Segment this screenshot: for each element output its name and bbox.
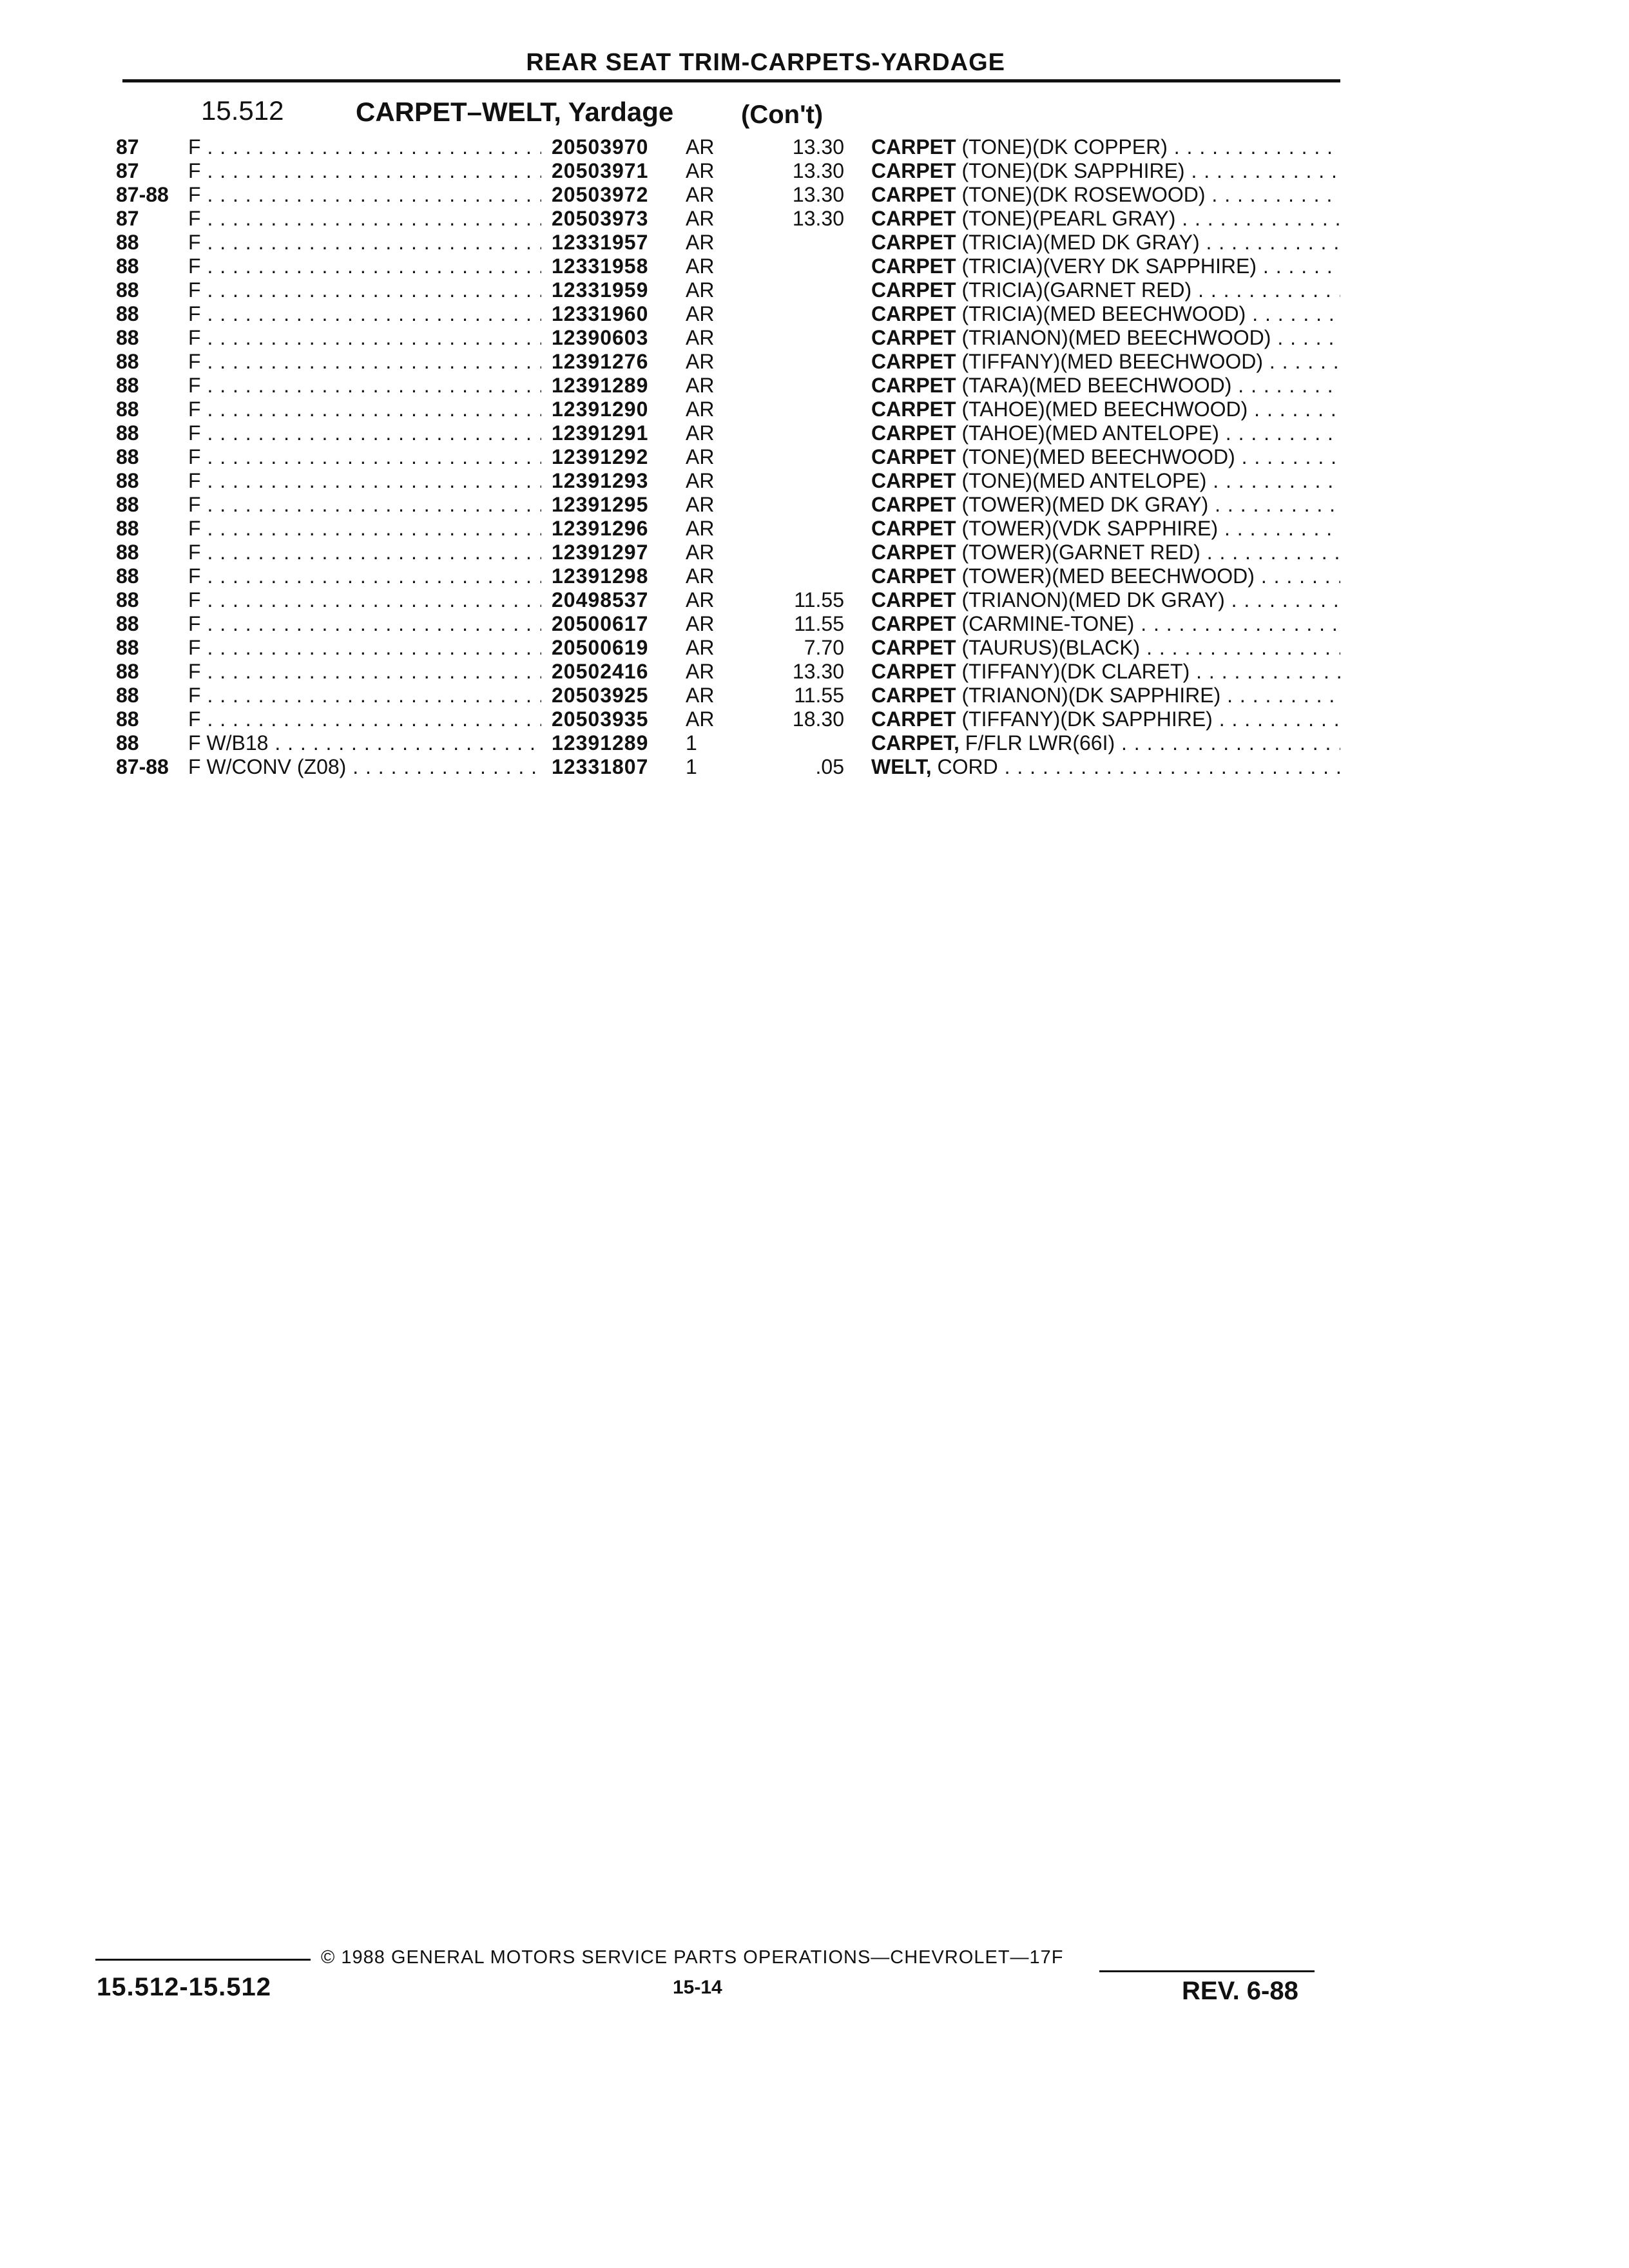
model-cell: F W/B18 . . .: [188, 731, 541, 755]
year-cell: 88: [116, 636, 139, 659]
quantity-cell: AR: [686, 612, 715, 635]
quantity-cell: AR: [686, 636, 715, 659]
year-cell: 88: [116, 660, 139, 683]
part-name: CARPET: [871, 493, 956, 516]
part-detail: (TOWER)(GARNET RED): [961, 541, 1200, 564]
part-number-cell: 12391289: [552, 731, 649, 754]
year-cell: 88: [116, 588, 139, 611]
part-name: WELT,: [871, 755, 932, 778]
part-detail: (TONE)(DK ROSEWOOD): [961, 183, 1206, 206]
part-number-cell: 12391292: [552, 445, 649, 468]
model-cell: F . . .: [188, 255, 541, 278]
quantity-cell: 1: [686, 731, 697, 754]
part-number-cell: 12331957: [552, 231, 649, 254]
quantity-cell: AR: [686, 660, 715, 683]
table-row: [0, 517, 1629, 541]
table-row: [0, 255, 1629, 278]
quantity-cell: AR: [686, 445, 715, 468]
page-header: [122, 49, 1340, 82]
price-cell: 13.30: [792, 135, 844, 159]
quantity-cell: AR: [686, 564, 715, 588]
table-row: [0, 278, 1629, 302]
price-cell: .05: [815, 755, 844, 778]
quantity-cell: AR: [686, 517, 715, 540]
table-row: [0, 159, 1629, 183]
table-row: [0, 660, 1629, 684]
part-detail: (TRIANON)(MED BEECHWOOD): [961, 326, 1271, 349]
quantity-cell: AR: [686, 398, 715, 421]
model-cell: F . . .: [188, 612, 541, 636]
quantity-cell: AR: [686, 469, 715, 492]
year-cell: 88: [116, 398, 139, 421]
model-cell: F . . .: [188, 159, 541, 183]
page-title: REAR SEAT TRIM-CARPETS-YARDAGE: [526, 49, 1005, 76]
part-number-cell: 12331960: [552, 302, 649, 325]
year-cell: 87: [116, 135, 139, 159]
quantity-cell: AR: [686, 159, 715, 182]
year-cell: 88: [116, 612, 139, 635]
table-row: [0, 493, 1629, 517]
part-number-cell: 12331958: [552, 255, 649, 278]
year-cell: 87: [116, 207, 139, 230]
part-number-cell: 20503972: [552, 183, 649, 206]
model-cell: F . . .: [188, 469, 541, 493]
part-detail: (TIFFANY)(MED BEECHWOOD): [961, 350, 1263, 373]
part-number-cell: 20500619: [552, 636, 649, 659]
part-number-cell: 12331807: [552, 755, 649, 778]
table-row: [0, 612, 1629, 636]
model-cell: F . . .: [188, 398, 541, 421]
table-row: [0, 636, 1629, 660]
footer-page-number: 15-14: [673, 1977, 722, 1998]
table-row: [0, 374, 1629, 398]
part-detail: (TRIANON)(DK SAPPHIRE): [961, 684, 1221, 707]
part-name: CARPET: [871, 660, 956, 683]
quantity-cell: AR: [686, 707, 715, 731]
price-cell: 13.30: [792, 159, 844, 182]
part-name-cell: [871, 612, 1340, 636]
part-name: CARPET: [871, 469, 956, 492]
part-name: CARPET: [871, 398, 956, 421]
part-name: CARPET: [871, 350, 956, 373]
part-name-cell: [871, 755, 1340, 779]
part-name: CARPET: [871, 302, 956, 325]
table-row: [0, 541, 1629, 564]
table-row: [0, 207, 1629, 231]
part-detail: (TIFFANY)(DK SAPPHIRE): [961, 707, 1213, 731]
part-detail: (TRIANON)(MED DK GRAY): [961, 588, 1225, 611]
section-number: 15.512: [201, 95, 284, 126]
part-number-cell: 20498537: [552, 588, 649, 611]
quantity-cell: AR: [686, 231, 715, 254]
quantity-cell: AR: [686, 278, 715, 302]
part-name-cell: [871, 159, 1340, 183]
part-name-cell: [871, 707, 1340, 731]
part-number-cell: 20503935: [552, 707, 649, 731]
part-name-cell: [871, 255, 1340, 278]
part-number-cell: 20500617: [552, 612, 649, 635]
part-name-cell: [871, 231, 1340, 255]
quantity-cell: AR: [686, 493, 715, 516]
table-row: [0, 755, 1629, 779]
part-detail: CORD: [937, 755, 998, 778]
part-name: CARPET: [871, 541, 956, 564]
table-row: [0, 350, 1629, 374]
price-cell: 13.30: [792, 207, 844, 230]
quantity-cell: AR: [686, 255, 715, 278]
part-number-cell: 12391296: [552, 517, 649, 540]
part-detail: (TAHOE)(MED BEECHWOOD): [961, 398, 1248, 421]
year-cell: 88: [116, 255, 139, 278]
part-detail: (TRICIA)(GARNET RED): [961, 278, 1192, 302]
year-cell: 88: [116, 231, 139, 254]
part-name: CARPET: [871, 255, 956, 278]
model-cell: F . . .: [188, 517, 541, 541]
table-row: [0, 469, 1629, 493]
part-detail: (TAURUS)(BLACK): [961, 636, 1141, 659]
part-detail: F/FLR LWR(66I): [965, 731, 1115, 754]
part-name: CARPET: [871, 231, 956, 254]
table-row: [0, 398, 1629, 421]
table-row: [0, 564, 1629, 588]
part-name: CARPET: [871, 207, 956, 230]
part-number-cell: 12391289: [552, 374, 649, 397]
table-row: [0, 731, 1629, 755]
quantity-cell: AR: [686, 541, 715, 564]
model-cell: F . . .: [188, 660, 541, 684]
part-name: CARPET: [871, 612, 956, 635]
part-number-cell: 12391297: [552, 541, 649, 564]
quantity-cell: AR: [686, 350, 715, 373]
part-detail: (TONE)(DK COPPER): [961, 135, 1168, 159]
part-detail: (TONE)(MED ANTELOPE): [961, 469, 1207, 492]
part-detail: (TAHOE)(MED ANTELOPE): [961, 421, 1219, 445]
model-cell: F . . .: [188, 684, 541, 707]
model-cell: F . . .: [188, 207, 541, 231]
table-row: [0, 183, 1629, 207]
model-cell: F . . .: [188, 707, 541, 731]
part-name: CARPET: [871, 421, 956, 445]
quantity-cell: AR: [686, 588, 715, 611]
table-row: [0, 707, 1629, 731]
table-row: [0, 231, 1629, 255]
part-name: CARPET: [871, 135, 956, 159]
price-cell: 11.55: [794, 684, 844, 707]
part-name-cell: [871, 398, 1340, 421]
year-cell: 88: [116, 684, 139, 707]
year-cell: 87-88: [116, 755, 169, 778]
part-number-cell: 12391276: [552, 350, 649, 373]
table-row: [0, 445, 1629, 469]
part-name: CARPET: [871, 636, 956, 659]
part-number-cell: 12391291: [552, 421, 649, 445]
part-name: CARPET: [871, 707, 956, 731]
part-name-cell: [871, 684, 1340, 707]
table-row: [0, 421, 1629, 445]
table-row: [0, 302, 1629, 326]
part-detail: (TIFFANY)(DK CLARET): [961, 660, 1190, 683]
model-cell: F . . .: [188, 588, 541, 612]
model-cell: F . . .: [188, 302, 541, 326]
part-detail: (TONE)(DK SAPPHIRE): [961, 159, 1185, 182]
part-number-cell: 12391290: [552, 398, 649, 421]
part-detail: (TOWER)(VDK SAPPHIRE): [961, 517, 1219, 540]
part-number-cell: 12391293: [552, 469, 649, 492]
parts-list: [0, 135, 1629, 779]
table-row: [0, 588, 1629, 612]
year-cell: 88: [116, 374, 139, 397]
part-name-cell: [871, 350, 1340, 374]
quantity-cell: AR: [686, 421, 715, 445]
year-cell: 88: [116, 731, 139, 754]
year-cell: 88: [116, 564, 139, 588]
model-cell: F . . .: [188, 326, 541, 350]
part-detail: (TOWER)(MED BEECHWOOD): [961, 564, 1255, 588]
part-name: CARPET: [871, 278, 956, 302]
model-cell: F . . .: [188, 636, 541, 660]
part-name-cell: [871, 469, 1340, 493]
part-detail: (TOWER)(MED DK GRAY): [961, 493, 1209, 516]
part-detail: (TONE)(MED BEECHWOOD): [961, 445, 1235, 468]
quantity-cell: AR: [686, 302, 715, 325]
part-number-cell: 12390603: [552, 326, 649, 349]
price-cell: 11.55: [794, 612, 844, 635]
year-cell: 88: [116, 302, 139, 325]
part-name-cell: [871, 588, 1340, 612]
year-cell: 88: [116, 445, 139, 468]
footer-revision: REV. 6-88: [1182, 1977, 1298, 2005]
quantity-cell: 1: [686, 755, 697, 778]
part-name: CARPET: [871, 588, 956, 611]
model-cell: F . . .: [188, 350, 541, 374]
part-detail: (TRICIA)(MED DK GRAY): [961, 231, 1200, 254]
year-cell: 88: [116, 493, 139, 516]
part-name: CARPET,: [871, 731, 959, 754]
part-name-cell: [871, 731, 1340, 755]
year-cell: 88: [116, 350, 139, 373]
model-cell: F . . .: [188, 541, 541, 564]
price-cell: 13.30: [792, 660, 844, 683]
model-cell: F . . .: [188, 493, 541, 517]
model-cell: F . . .: [188, 135, 541, 159]
part-name: CARPET: [871, 445, 956, 468]
part-name-cell: [871, 445, 1340, 469]
part-number-cell: 12331959: [552, 278, 649, 302]
model-cell: F W/CONV (Z08) . . .: [188, 755, 541, 779]
part-name: CARPET: [871, 517, 956, 540]
part-detail: (TARA)(MED BEECHWOOD): [961, 374, 1232, 397]
year-cell: 87: [116, 159, 139, 182]
quantity-cell: AR: [686, 374, 715, 397]
table-row: [0, 135, 1629, 159]
footer-section-range: 15.512-15.512: [97, 1973, 272, 2001]
part-name-cell: [871, 207, 1340, 231]
quantity-cell: AR: [686, 207, 715, 230]
part-name: CARPET: [871, 183, 956, 206]
price-cell: 13.30: [792, 183, 844, 206]
part-number-cell: 12391298: [552, 564, 649, 588]
model-cell: F . . .: [188, 374, 541, 398]
part-name-cell: [871, 564, 1340, 588]
part-name-cell: [871, 421, 1340, 445]
table-row: [0, 326, 1629, 350]
footer-copyright: © 1988 GENERAL MOTORS SERVICE PARTS OPERATIONS—CHEVROLET—17F: [321, 1947, 1064, 1968]
part-name-cell: [871, 326, 1340, 350]
part-number-cell: 20503973: [552, 207, 649, 230]
year-cell: 88: [116, 421, 139, 445]
model-cell: F . . .: [188, 231, 541, 255]
section-continued: (Con't): [741, 101, 824, 129]
part-detail: (TRICIA)(VERY DK SAPPHIRE): [961, 255, 1257, 278]
year-cell: 88: [116, 517, 139, 540]
part-name-cell: [871, 302, 1340, 326]
model-cell: F . . .: [188, 421, 541, 445]
price-cell: 18.30: [792, 707, 844, 731]
footer-rule-left: [95, 1959, 311, 1961]
year-cell: 88: [116, 326, 139, 349]
quantity-cell: AR: [686, 183, 715, 206]
part-name: CARPET: [871, 374, 956, 397]
part-name-cell: [871, 660, 1340, 684]
quantity-cell: AR: [686, 135, 715, 159]
section-name: CARPET–WELT, Yardage: [356, 97, 674, 127]
part-detail: (CARMINE-TONE): [961, 612, 1135, 635]
part-name-cell: [871, 183, 1340, 207]
year-cell: 88: [116, 541, 139, 564]
year-cell: 88: [116, 469, 139, 492]
part-number-cell: 20503971: [552, 159, 649, 182]
part-name: CARPET: [871, 564, 956, 588]
year-cell: 88: [116, 278, 139, 302]
model-cell: F . . .: [188, 564, 541, 588]
part-number-cell: 12391295: [552, 493, 649, 516]
model-cell: F . . .: [188, 278, 541, 302]
part-number-cell: 20503970: [552, 135, 649, 159]
part-name-cell: [871, 493, 1340, 517]
part-name: CARPET: [871, 159, 956, 182]
year-cell: 88: [116, 707, 139, 731]
part-number-cell: 20502416: [552, 660, 649, 683]
part-name-cell: [871, 636, 1340, 660]
part-name: CARPET: [871, 326, 956, 349]
part-name-cell: [871, 135, 1340, 159]
part-name-cell: [871, 517, 1340, 541]
footer-rule-right: [1099, 1970, 1315, 1972]
part-detail: (TONE)(PEARL GRAY): [961, 207, 1176, 230]
part-detail: (TRICIA)(MED BEECHWOOD): [961, 302, 1246, 325]
part-number-cell: 20503925: [552, 684, 649, 707]
model-cell: F . . .: [188, 445, 541, 469]
part-name-cell: [871, 541, 1340, 564]
part-name-cell: [871, 374, 1340, 398]
part-name: CARPET: [871, 684, 956, 707]
quantity-cell: AR: [686, 326, 715, 349]
price-cell: 11.55: [794, 588, 844, 611]
model-cell: F . . .: [188, 183, 541, 207]
price-cell: 7.70: [804, 636, 844, 659]
year-cell: 87-88: [116, 183, 169, 206]
part-name-cell: [871, 278, 1340, 302]
quantity-cell: AR: [686, 684, 715, 707]
table-row: [0, 684, 1629, 707]
